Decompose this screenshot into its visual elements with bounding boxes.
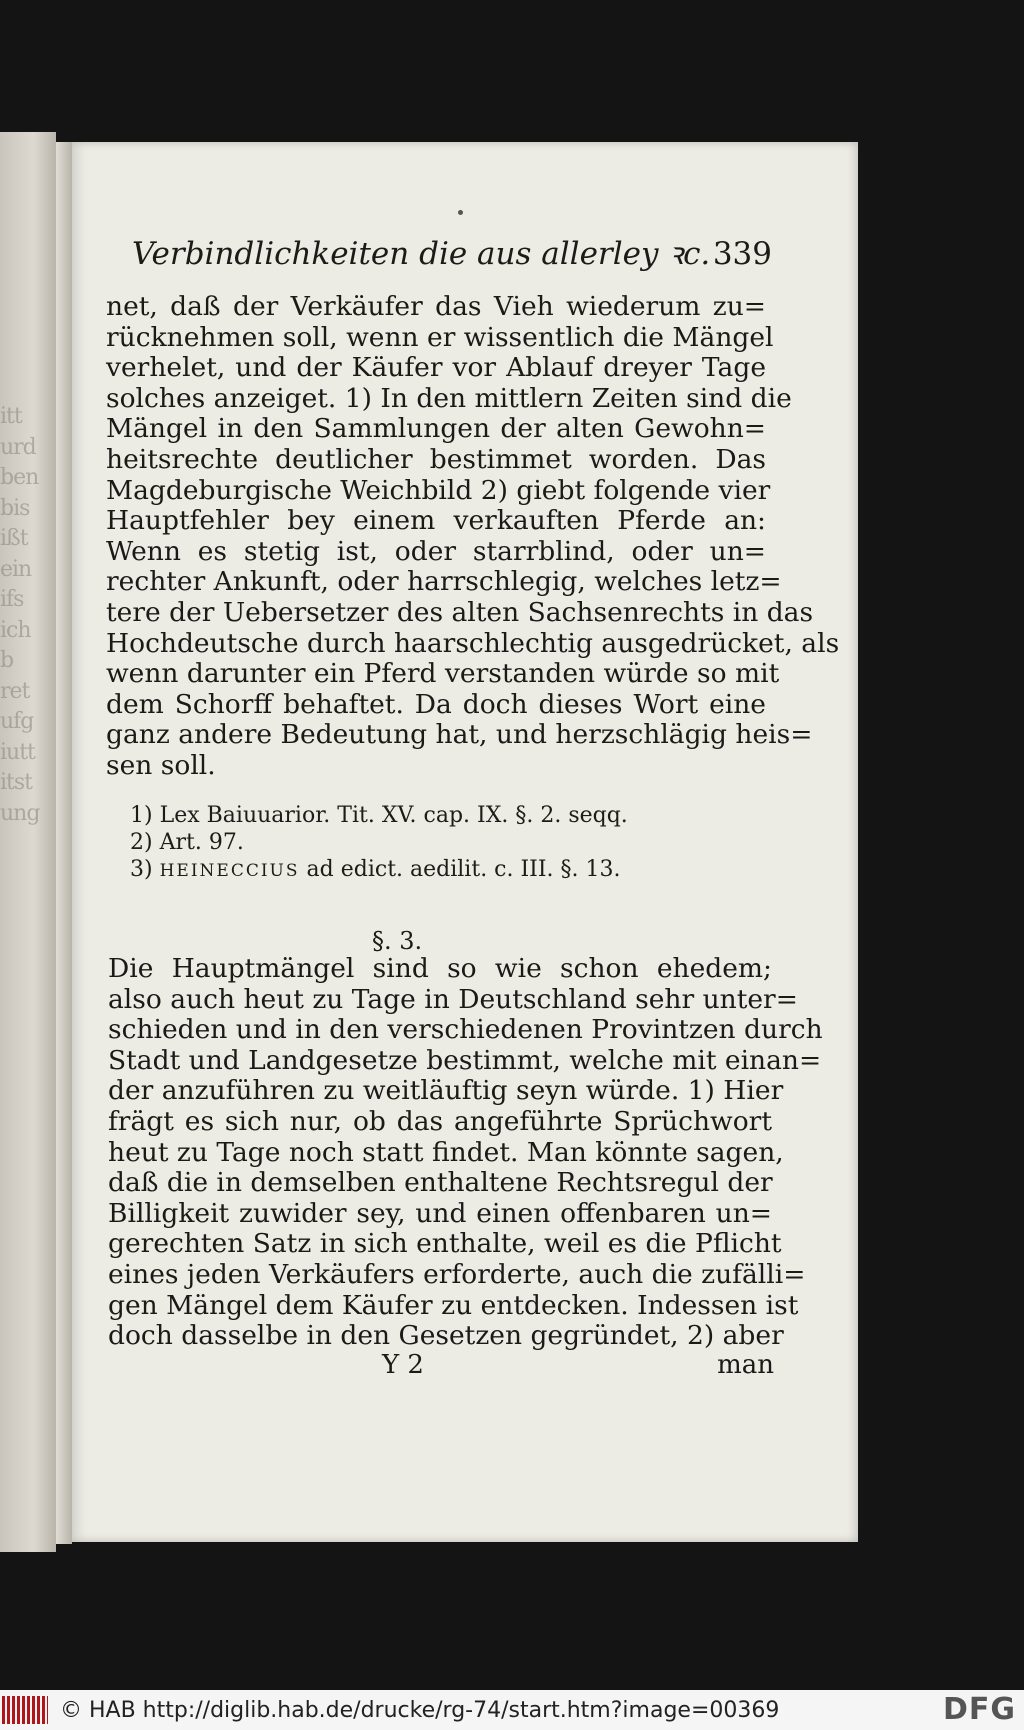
page-number: 339 xyxy=(712,236,772,272)
facing-page-edge xyxy=(0,132,56,1552)
text-line: Die Hauptmängel sind so wie schon ehedem; xyxy=(108,953,772,984)
text-line: Hochdeutsche durch haarschlechtig ausgedrücket, als xyxy=(106,627,840,659)
facing-page-fragment: itt xyxy=(0,404,22,429)
facing-page-fragment: bis xyxy=(0,495,30,521)
section-heading: §. 3. xyxy=(372,927,423,955)
facing-page-fragment: ung xyxy=(0,800,40,826)
text-line: net, daß der Verkäufer das Vieh wiederum zu= xyxy=(106,291,766,322)
book-page xyxy=(72,142,858,1542)
text-line: dem Schorff behaftet. Da doch dieses Wort eine xyxy=(106,688,766,720)
footnote-3 xyxy=(130,856,750,885)
footnote-mark: 2) xyxy=(130,830,153,855)
footnote-author: HEINECCIUS xyxy=(159,861,300,881)
text-line: Mängel in den Sammlungen der alten Gewohn= xyxy=(106,413,766,445)
text-line: Stadt und Landgesetze bestimmt, welche mit einan= xyxy=(108,1044,822,1076)
signature-mark: Y 2 xyxy=(382,1350,424,1380)
text-line: eines jeden Verkäufers erforderte, auch die zufälli= xyxy=(108,1258,806,1290)
text-line: rücknehmen soll, wenn er wissentlich die Mängel xyxy=(106,321,774,353)
facing-page-fragment: ifs xyxy=(0,587,24,612)
facing-page-fragment: urd xyxy=(0,434,36,460)
text-line: solches anzeiget. 1) In den mittlern Zeiten sind die xyxy=(106,382,792,414)
text-line: daß die in demselben enthaltene Rechtsregul der xyxy=(108,1167,773,1199)
paragraph-1 xyxy=(106,291,840,782)
facing-page-fragment: ißt xyxy=(0,526,28,551)
catchwords xyxy=(382,1350,774,1380)
paragraph-2 xyxy=(108,953,823,1352)
text-line: rechter Ankunft, oder harrschlegig, welches letz= xyxy=(106,566,782,598)
text-line: Hauptfehler bey einem verkauften Pferde an: xyxy=(106,505,766,537)
facing-page-text-fragments xyxy=(0,402,50,1502)
hab-logo-icon xyxy=(2,1696,48,1724)
text-line: gerechten Satz in sich enthalte, weil es die Pflicht xyxy=(108,1228,782,1260)
ink-dot xyxy=(458,210,463,215)
text-line: ganz andere Bedeutung hat, und herzschlägig heis= xyxy=(106,719,813,751)
footnotes xyxy=(130,802,750,885)
text-line: heut zu Tage noch statt findet. Man könnte sagen, xyxy=(108,1136,784,1168)
book-gutter xyxy=(56,142,72,1544)
facing-page-fragment: ich xyxy=(0,617,31,643)
facing-page-fragment: ben xyxy=(0,465,39,490)
footer-copyright: © HAB http://diglib.hab.de/drucke/rg-74/start.htm?image=00369 xyxy=(60,1697,780,1723)
footnote-text: Art. 97. xyxy=(159,830,244,855)
text-line: gen Mängel dem Käufer zu entdecken. Indessen ist xyxy=(108,1289,799,1321)
text-line: also auch heut zu Tage in Deutschland sehr unter= xyxy=(108,983,798,1015)
text-line: sen soll. xyxy=(106,749,216,781)
text-line: tere der Uebersetzer des alten Sachsenrechts in das xyxy=(106,596,814,628)
footnote-1 xyxy=(130,802,750,829)
facing-page-fragment: ufg xyxy=(0,709,34,734)
text-line: heitsrechte deutlicher bestimmet worden. Das xyxy=(106,443,766,475)
text-line: wenn darunter ein Pferd verstanden würde so mit xyxy=(106,658,780,690)
text-line: frägt es sich nur, ob das angeführte Sprüchwort xyxy=(108,1105,772,1137)
text-line: der anzuführen zu weitläuftig seyn würde. 1) Hier xyxy=(108,1075,784,1107)
footnote-mark: 1) xyxy=(130,803,153,828)
facing-page-fragment: iutt xyxy=(0,739,35,765)
footer-bar xyxy=(0,1690,1024,1730)
footnote-text: Lex Baiuuarior. Tit. XV. cap. IX. §. 2. seqq. xyxy=(159,803,628,828)
footnote-2 xyxy=(130,829,750,856)
footnote-mark: 3) xyxy=(130,857,153,882)
text-line: Billigkeit zuwider sey, und einen offenbaren un= xyxy=(108,1197,772,1229)
running-head xyxy=(132,232,772,272)
text-line: Magdeburgische Weichbild 2) giebt folgende vier xyxy=(106,474,771,506)
dfg-logo: DFG xyxy=(942,1692,1016,1727)
facing-page-fragment: ret xyxy=(0,678,30,704)
text-line: verhelet, und der Käufer vor Ablauf dreyer Tage xyxy=(106,352,766,384)
facing-page-fragment: ein xyxy=(0,556,32,582)
catchword: man xyxy=(717,1350,774,1380)
text-line: Wenn es stetig ist, oder starrblind, oder un= xyxy=(106,535,766,567)
facing-page-fragment: b xyxy=(0,648,14,673)
facing-page-fragment: itst xyxy=(0,770,33,795)
running-head-title: Verbindlichkeiten die aus allerley ꝛc. xyxy=(132,236,711,272)
text-line: schieden und in den verschiedenen Provintzen durch xyxy=(108,1014,823,1046)
text-line: doch dasselbe in den Gesetzen gegründet, 2) aber xyxy=(108,1320,784,1352)
footnote-text: ad edict. aedilit. c. III. §. 13. xyxy=(299,857,621,882)
